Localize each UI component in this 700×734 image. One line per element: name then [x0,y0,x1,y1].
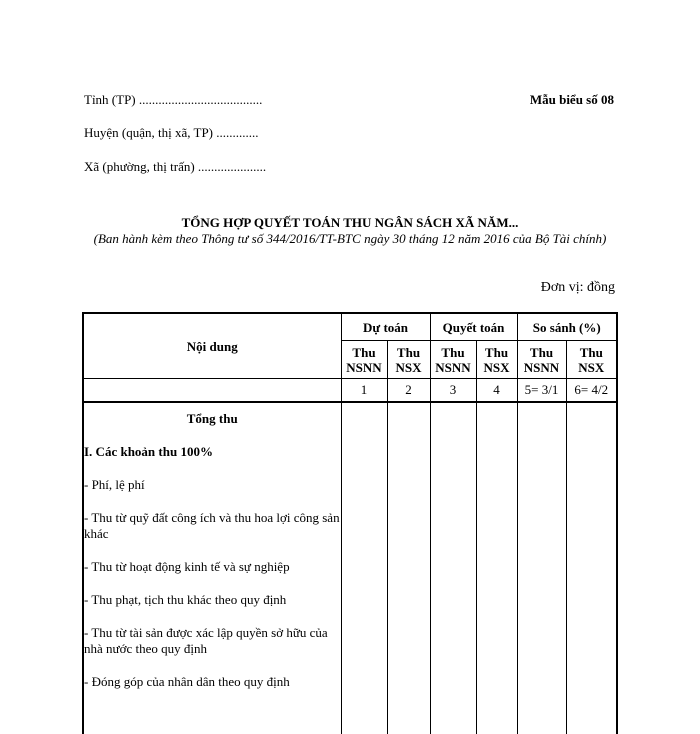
settlement-group-header: Quyết toán [430,313,517,341]
table-row [83,674,617,734]
sub-header: Thu NSX [476,341,517,379]
budget-table [82,312,618,734]
table-row [83,477,617,510]
sub-header: Thu NSNN [341,341,387,379]
row-label: - Đóng góp của nhân dân theo quy định [83,674,341,734]
index-cell: 6= 4/2 [566,379,617,403]
currency-unit: Đơn vị: đồng [540,280,615,295]
table-row [83,402,617,444]
row-label: - Thu từ quỹ đất công ích và thu hoa lợi công sản khác [83,510,341,559]
document-title: TỔNG HỢP QUYẾT TOÁN THU NGÂN SÁCH XÃ NĂM... [181,215,519,230]
content-column-header: Nội dung [83,313,341,379]
row-label: - Thu từ hoạt động kinh tế và sự nghiệp [83,559,341,592]
sub-header: Thu NSX [387,341,430,379]
sub-header: Thu NSNN [430,341,476,379]
table-row [83,592,617,625]
row-label: - Thu phạt, tịch thu khác theo quy định [83,592,341,625]
row-label-total: Tổng thu [83,402,341,444]
table-row [83,510,617,559]
comparison-group-header: So sánh (%) [517,313,617,341]
index-cell [83,379,341,403]
estimate-group-header: Dự toán [341,313,430,341]
row-label: - Phí, lệ phí [83,477,341,510]
table-row [83,625,617,674]
district-line: Huyện (quận, thị xã, TP) ............. [84,125,259,140]
table-row [83,444,617,477]
row-label-section-1: I. Các khoản thu 100% [83,444,341,477]
form-number: Mẫu biểu số 08 [529,92,614,107]
document-subtitle: (Ban hành kèm theo Thông tư số 344/2016/TT-BTC ngày 30 tháng 12 năm 2016 của Bộ Tài chính) [93,231,607,246]
table-row [83,559,617,592]
index-cell: 1 [341,379,387,403]
index-cell: 3 [430,379,476,403]
commune-line: Xã (phường, thị trấn) ..................... [84,159,267,174]
index-cell: 2 [387,379,430,403]
province-line: Tỉnh (TP) ...................................... [84,92,263,107]
index-cell: 5= 3/1 [517,379,566,403]
column-index-row [83,379,617,403]
row-label: - Thu từ tài sản được xác lập quyền sở hữu của nhà nước theo quy định [83,625,341,674]
sub-header: Thu NSNN [517,341,566,379]
index-cell: 4 [476,379,517,403]
sub-header: Thu NSX [566,341,617,379]
